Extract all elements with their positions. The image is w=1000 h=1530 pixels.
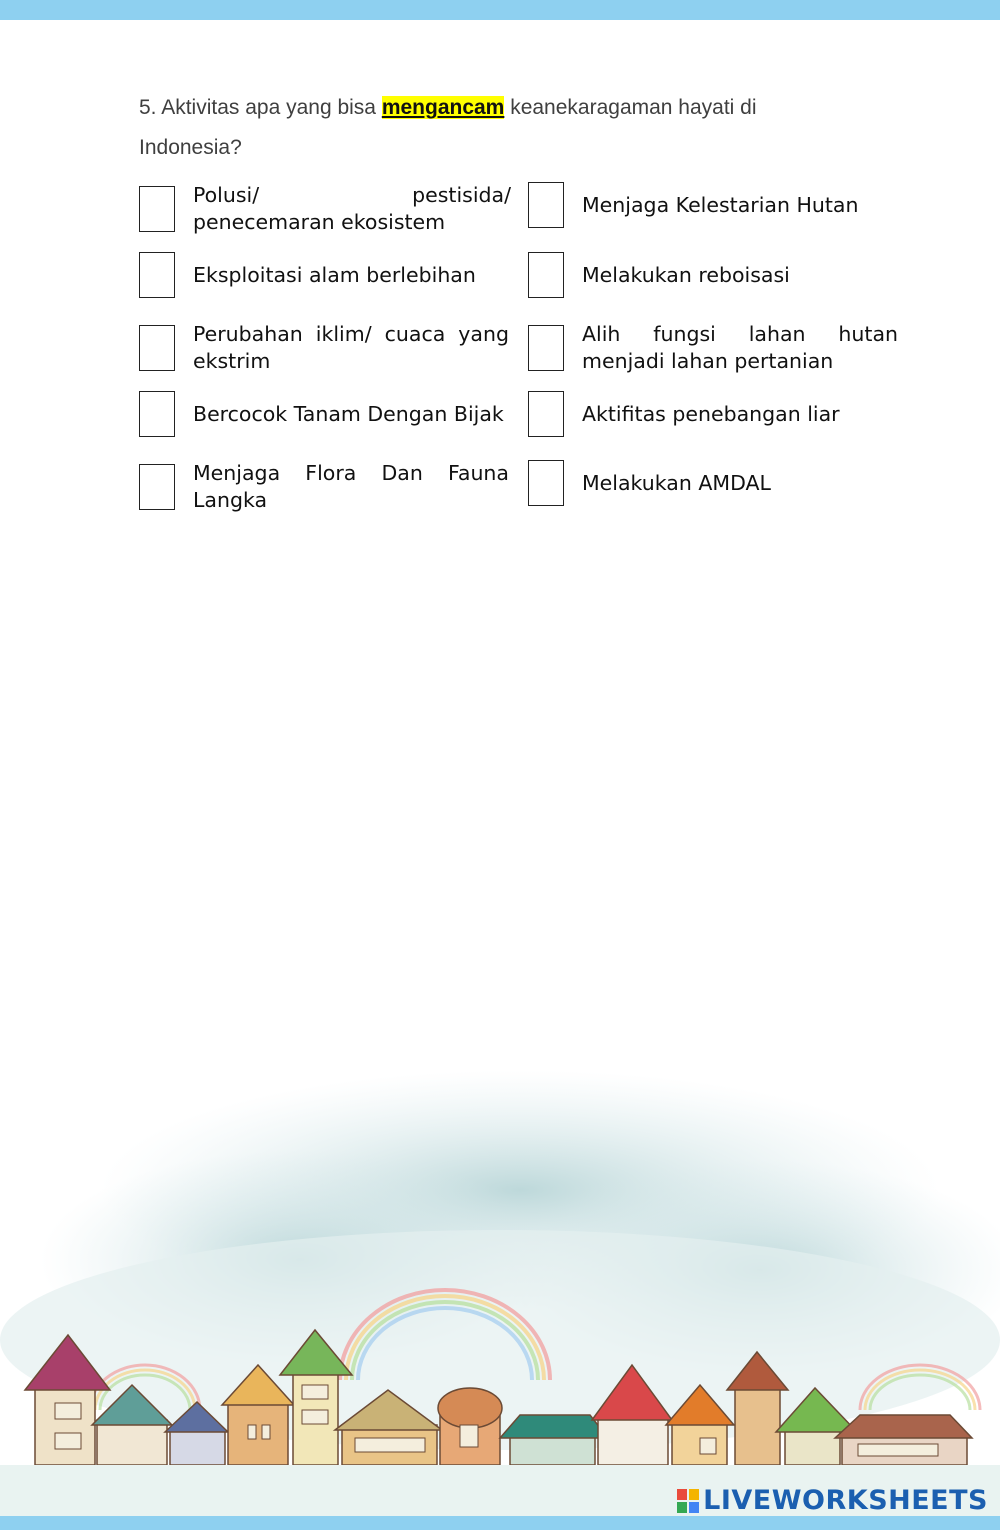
option-label: Polusi/ pestisida/ penecemaran ekosistem <box>193 183 511 234</box>
option-checkbox[interactable] <box>528 252 564 298</box>
option-item[interactable] <box>139 321 511 375</box>
option-label: Aktifitas penebangan liar <box>582 401 840 426</box>
option-label: Alih fungsi lahan hutan menjadi lahan pertanian <box>582 322 898 373</box>
option-checkbox[interactable] <box>528 460 564 506</box>
question-suffix: keanekaragaman hayati di Indonesia? <box>139 96 757 159</box>
option-item[interactable] <box>528 252 900 298</box>
option-label: Menjaga Kelestarian Hutan <box>582 192 859 217</box>
option-label: Perubahan iklim/ cuaca yang ekstrim <box>193 322 509 373</box>
option-checkbox[interactable] <box>139 325 175 371</box>
liveworksheets-logo-icon <box>677 1489 699 1513</box>
option-label: Melakukan reboisasi <box>582 262 790 287</box>
brand-name: LIVEWORKSHEETS <box>703 1485 988 1516</box>
option-checkbox[interactable] <box>528 182 564 228</box>
question-prefix: 5. Aktivitas apa yang bisa <box>139 96 382 119</box>
question-text <box>139 88 859 168</box>
option-checkbox[interactable] <box>528 325 564 371</box>
option-item[interactable] <box>139 460 511 514</box>
option-label: Menjaga Flora Dan Fauna Langka <box>193 461 509 512</box>
option-item[interactable] <box>139 391 511 437</box>
question-highlight: mengancam <box>381 96 505 119</box>
option-checkbox[interactable] <box>139 391 175 437</box>
option-item[interactable] <box>528 321 900 375</box>
option-item[interactable] <box>139 182 511 236</box>
town-illustration <box>0 1040 1000 1516</box>
option-item[interactable] <box>528 182 900 228</box>
option-checkbox[interactable] <box>139 252 175 298</box>
option-item[interactable] <box>139 252 511 298</box>
option-label: Eksploitasi alam berlebihan <box>193 262 476 287</box>
option-label: Melakukan AMDAL <box>582 470 771 495</box>
option-item[interactable] <box>528 460 900 506</box>
option-item[interactable] <box>528 391 900 437</box>
option-checkbox[interactable] <box>139 464 175 510</box>
liveworksheets-brand[interactable] <box>677 1485 988 1516</box>
option-checkbox[interactable] <box>139 186 175 232</box>
option-label: Bercocok Tanam Dengan Bijak <box>193 401 504 426</box>
option-checkbox[interactable] <box>528 391 564 437</box>
